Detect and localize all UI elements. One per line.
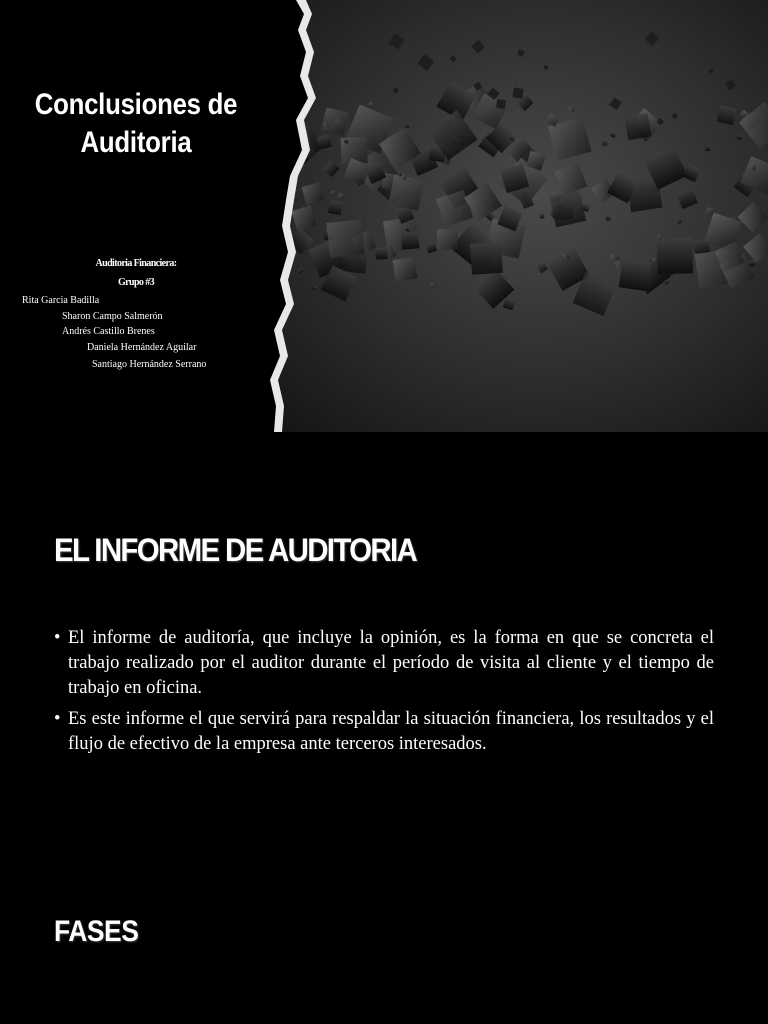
member-name: Daniela Hernández Aguilar <box>87 342 197 353</box>
cube-shape <box>326 219 365 258</box>
cube-shape <box>388 175 424 211</box>
bullet-text: El informe de auditoría, que incluye la opinión, es la forma en que se concreta el trabajo realizado por el auditor durante el período de visita al cliente y el tiempo de trabajo en oficina. <box>68 628 714 698</box>
cube-shape <box>328 200 343 215</box>
cube-shape <box>750 164 756 170</box>
slide-heading: EL INFORME DE AUDITORIA <box>54 532 417 568</box>
cube-shape <box>657 238 693 274</box>
bullet-icon: • <box>54 709 61 729</box>
member-name: Santiago Hernández Serrano <box>92 359 207 370</box>
bullet-text: Es este informe el que servirá para respaldar la situación financiera, los resultados y el flujo de efectivo de la empresa ante terceros interesados. <box>68 709 714 754</box>
title-slide <box>0 0 768 432</box>
cube-shape <box>375 247 388 260</box>
title-line-1: Conclusiones de <box>34 88 238 121</box>
cube-shape <box>437 229 458 250</box>
group-label: Grupo #3 <box>117 277 155 288</box>
cube-shape <box>496 99 506 109</box>
cube-shape <box>664 280 669 285</box>
course-name: Auditoria Financiera: <box>95 258 177 269</box>
list-item <box>54 707 714 757</box>
presentation-title <box>19 86 253 162</box>
bullet-icon: • <box>54 628 61 648</box>
cube-shape <box>748 260 755 267</box>
cube-shape <box>549 191 586 228</box>
member-name: Andrés Castillo Brenes <box>62 326 155 337</box>
title-line-2: Auditoria <box>80 126 192 159</box>
cube-shape <box>602 140 607 145</box>
cube-shape <box>405 124 409 128</box>
cube-shape <box>401 174 407 180</box>
cube-shape <box>717 105 737 125</box>
cube-shape <box>470 242 503 275</box>
list-item <box>54 626 714 701</box>
cube-shape <box>392 257 417 282</box>
cube-shape <box>331 190 336 195</box>
cube-shape <box>540 214 545 219</box>
cubes-background-image <box>260 0 768 432</box>
cube-shape <box>619 259 651 291</box>
cube-shape <box>625 113 652 140</box>
cube-shape <box>606 216 611 221</box>
slide-heading: FASES <box>54 915 139 948</box>
cube-shape <box>401 231 419 249</box>
member-name: Sharon Campo Salmerón <box>62 311 163 322</box>
bullet-list <box>54 626 714 763</box>
cube-shape <box>544 65 549 70</box>
cube-shape <box>705 146 710 151</box>
cube-shape <box>512 87 524 99</box>
member-name: Rita Garcia Badilla <box>22 295 100 306</box>
